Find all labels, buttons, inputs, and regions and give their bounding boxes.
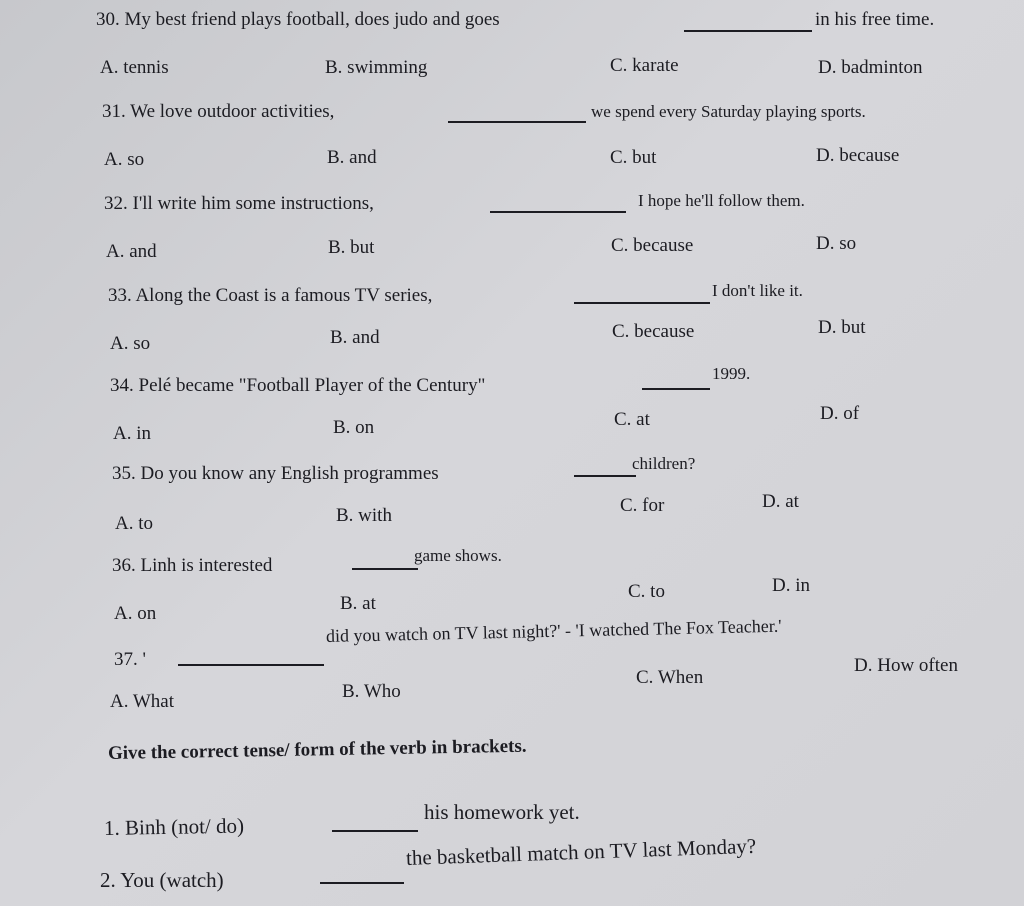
answer-blank (684, 30, 812, 32)
question-text-end: did you watch on TV last night?' - 'I watched The Fox Teacher.' (325, 615, 782, 646)
option-d: D. in (772, 575, 810, 596)
option-b: B. on (333, 417, 375, 438)
question-text: I'll write him some instructions, (132, 193, 374, 214)
option-d: D. of (820, 403, 860, 424)
option-a: A. on (114, 603, 157, 624)
question-text: Along the Coast is a famous TV series, (135, 285, 433, 306)
answer-blank (642, 388, 710, 390)
question-text: Linh is interested (140, 555, 273, 576)
exercise-item-2 (100, 868, 224, 892)
item-text-end: the basketball match on TV last Monday? (405, 833, 757, 870)
question-34 (110, 374, 485, 398)
option-a: A. so (104, 149, 145, 170)
question-number: 35. (112, 463, 136, 484)
option-c: C. for (620, 495, 665, 516)
item-text: You (watch) (120, 868, 224, 892)
option-b: B. with (336, 505, 392, 526)
answer-blank (490, 211, 626, 213)
question-number: 32. (104, 193, 128, 214)
question-number: 31. (102, 101, 126, 122)
question-number: 33. (108, 285, 132, 306)
question-number: 30. (96, 9, 120, 30)
answer-blank (448, 121, 586, 123)
item-text-end: his homework yet. (424, 800, 580, 824)
option-a: A. to (115, 513, 153, 534)
item-number: 1. (103, 815, 120, 840)
option-c: C. When (636, 667, 704, 688)
option-a: A. What (110, 691, 175, 712)
option-c: C. at (614, 409, 650, 430)
exercise-item-1 (104, 814, 244, 840)
item-text: Binh (not/ do) (124, 813, 245, 840)
option-d: D. because (816, 145, 900, 166)
option-c: C. to (628, 581, 665, 602)
question-32 (104, 192, 374, 216)
question-30 (96, 8, 500, 32)
question-text-end: children? (632, 454, 696, 473)
question-number: 37. (114, 649, 138, 670)
question-text: Pelé became "Football Player of the Century" (138, 375, 486, 396)
option-b: B. and (330, 327, 380, 348)
option-c: C. because (611, 235, 694, 256)
question-text-end: I hope he'll follow them. (638, 191, 805, 210)
answer-blank (574, 302, 710, 304)
option-a: A. in (113, 423, 151, 444)
option-a: A. and (106, 241, 157, 262)
answer-blank (332, 830, 418, 832)
option-a: A. tennis (100, 57, 169, 78)
option-d: D. How often (854, 655, 958, 676)
answer-blank (178, 664, 324, 666)
question-text: ' (142, 649, 146, 670)
answer-blank (320, 882, 404, 884)
question-text: My best friend plays football, does judo and goes (124, 9, 500, 30)
option-d: D. at (762, 491, 799, 512)
option-b: B. at (340, 593, 376, 614)
question-31 (102, 100, 334, 124)
option-b: B. but (328, 237, 375, 258)
option-d: D. so (816, 233, 857, 254)
option-b: B. Who (342, 681, 401, 702)
option-a: A. so (110, 333, 151, 354)
option-b: B. swimming (325, 57, 428, 78)
question-text: We love outdoor activities, (130, 101, 335, 122)
option-b: B. and (327, 147, 377, 168)
question-37 (114, 648, 146, 672)
question-35 (112, 462, 439, 486)
question-number: 34. (110, 375, 134, 396)
answer-blank (574, 475, 636, 477)
option-c: C. because (612, 321, 695, 342)
option-c: C. karate (610, 55, 679, 76)
question-36 (112, 554, 272, 578)
section-heading: Give the correct tense/ form of the verb in brackets. (107, 735, 527, 764)
question-text-end: game shows. (414, 546, 502, 565)
option-d: D. badminton (818, 57, 923, 78)
question-text-end: 1999. (712, 364, 751, 383)
question-text-end: we spend every Saturday playing sports. (591, 102, 866, 121)
option-c: C. but (610, 147, 657, 168)
item-number: 2. (100, 868, 116, 892)
question-text-end: in his free time. (815, 9, 935, 30)
question-text-end: I don't like it. (712, 281, 803, 300)
option-d: D. but (818, 317, 866, 338)
question-text: Do you know any English programmes (140, 463, 439, 484)
question-33 (108, 284, 432, 308)
answer-blank (352, 568, 418, 570)
question-number: 36. (112, 555, 136, 576)
